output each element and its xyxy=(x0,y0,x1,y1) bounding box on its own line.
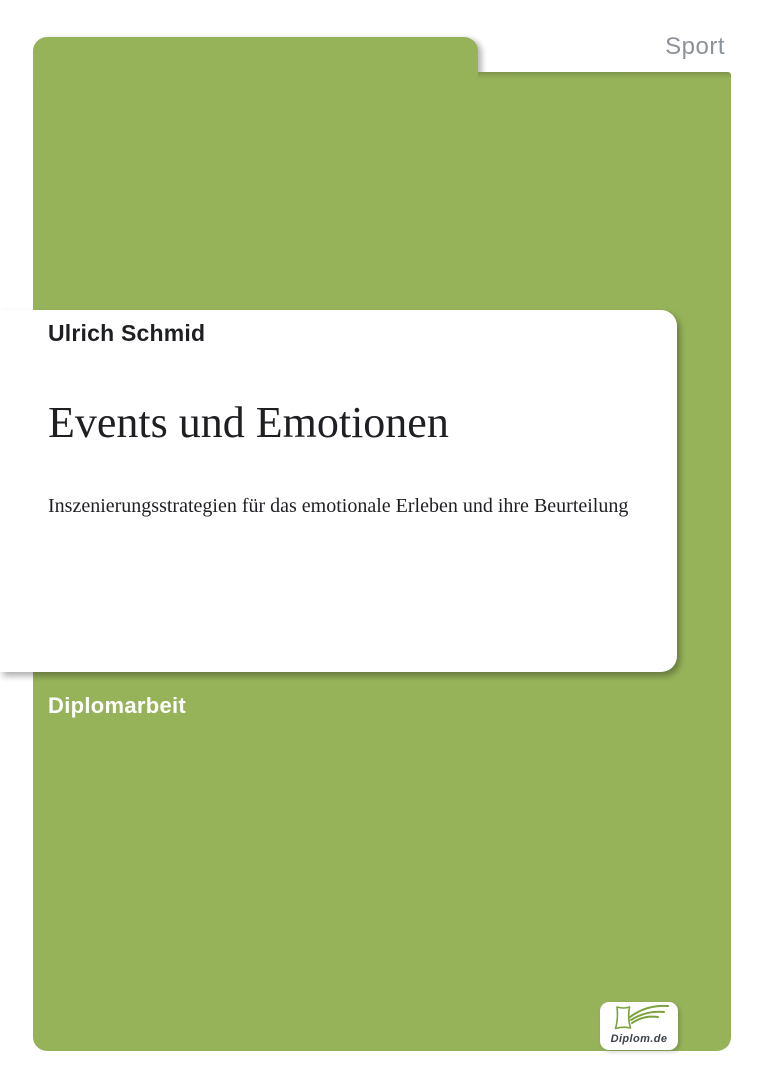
publisher-logo xyxy=(600,1002,678,1050)
author-name: Ulrich Schmid xyxy=(48,320,206,346)
document-type-label: Diplomarbeit xyxy=(48,693,187,718)
publisher-logo-text: Diplom.de xyxy=(610,1033,668,1045)
book-subtitle: Inszenierungsstrategien für das emotionale Erleben und ihre Beurteilung xyxy=(48,495,629,517)
category-label: Sport xyxy=(665,33,725,60)
book-title: Events und Emotionen xyxy=(48,398,449,447)
document-swoosh-icon xyxy=(600,1002,678,1034)
title-card xyxy=(0,310,677,672)
